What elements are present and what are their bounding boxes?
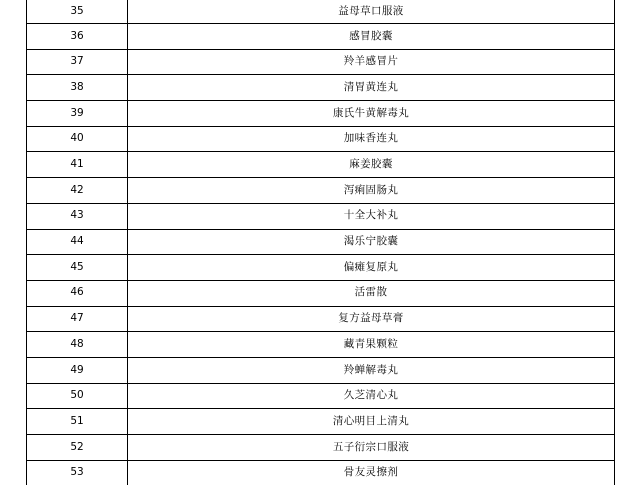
row-drug-name: 活雷散 (128, 280, 615, 306)
row-index: 53 (27, 460, 128, 485)
table-row (27, 460, 615, 485)
row-drug-name: 羚羊感冒片 (128, 49, 615, 75)
row-index: 39 (27, 101, 128, 127)
row-drug-name: 偏瘫复原丸 (128, 255, 615, 281)
table-row (27, 357, 615, 383)
row-index: 43 (27, 203, 128, 229)
row-drug-name: 五子衍宗口服液 (128, 435, 615, 461)
row-drug-name: 复方益母草膏 (128, 306, 615, 332)
row-index: 49 (27, 357, 128, 383)
table-row (27, 435, 615, 461)
row-index: 50 (27, 383, 128, 409)
row-index: 38 (27, 75, 128, 101)
row-drug-name: 十全大补丸 (128, 203, 615, 229)
row-drug-name: 骨友灵擦剂 (128, 460, 615, 485)
row-drug-name: 泻痢固肠丸 (128, 178, 615, 204)
table-row (27, 75, 615, 101)
table-row (27, 383, 615, 409)
table-row (27, 24, 615, 50)
row-index: 36 (27, 24, 128, 50)
row-index: 52 (27, 435, 128, 461)
table-row (27, 126, 615, 152)
table-row (27, 306, 615, 332)
table-row (27, 178, 615, 204)
row-index: 35 (27, 0, 128, 24)
row-index: 45 (27, 255, 128, 281)
row-drug-name: 清心明目上清丸 (128, 409, 615, 435)
row-index: 51 (27, 409, 128, 435)
table-row (27, 229, 615, 255)
row-index: 41 (27, 152, 128, 178)
table-row (27, 255, 615, 281)
row-drug-name: 清胃黄连丸 (128, 75, 615, 101)
table-row (27, 0, 615, 24)
row-drug-name: 加味香连丸 (128, 126, 615, 152)
row-index: 42 (27, 178, 128, 204)
table-row (27, 409, 615, 435)
row-index: 48 (27, 332, 128, 358)
row-drug-name: 渴乐宁胶囊 (128, 229, 615, 255)
table-row (27, 152, 615, 178)
row-drug-name: 康氏牛黄解毒丸 (128, 101, 615, 127)
table-row (27, 203, 615, 229)
table-row (27, 332, 615, 358)
row-drug-name: 麻姜胶囊 (128, 152, 615, 178)
drug-list-table (26, 0, 615, 485)
table-body (27, 0, 615, 485)
table-row (27, 101, 615, 127)
row-index: 46 (27, 280, 128, 306)
table-row (27, 280, 615, 306)
table-row (27, 49, 615, 75)
row-drug-name: 羚蝉解毒丸 (128, 357, 615, 383)
row-index: 44 (27, 229, 128, 255)
row-index: 37 (27, 49, 128, 75)
row-index: 47 (27, 306, 128, 332)
row-drug-name: 久芝清心丸 (128, 383, 615, 409)
row-drug-name: 藏青果颗粒 (128, 332, 615, 358)
row-drug-name: 益母草口服液 (128, 0, 615, 24)
row-index: 40 (27, 126, 128, 152)
row-drug-name: 感冒胶囊 (128, 24, 615, 50)
